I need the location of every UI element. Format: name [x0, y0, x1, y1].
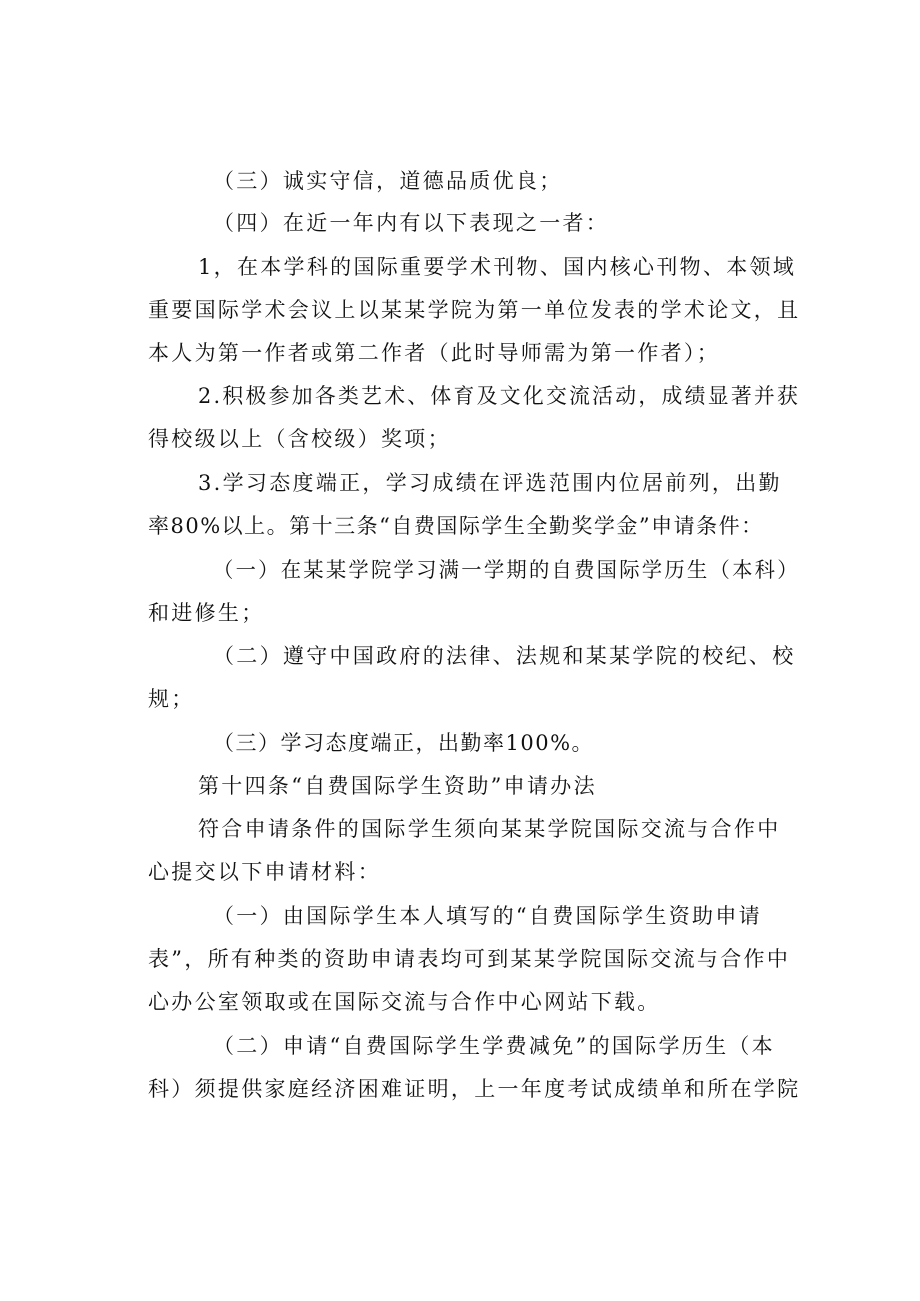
text-line: （一）由国际学生本人填写的“自费国际学生资助申请 [213, 904, 762, 928]
text-line: 率80%以上。第十三条“自费国际学生全勤奖学金”申请条件： [148, 514, 764, 538]
text-line: 心办公室领取或在国际交流与合作中心网站下载。 [148, 990, 661, 1014]
text-line: （三）诚实守信，道德品质优良； [213, 169, 563, 193]
text-line: 科）须提供家庭经济困难证明，上一年度考试成绩单和所在学院 [148, 1077, 801, 1101]
text-line: （三）学习态度端正，出勤率100%。 [213, 731, 595, 755]
text-line: 表”，所有种类的资助申请表均可到某某学院国际交流与合作中 [148, 947, 791, 971]
text-line: （四）在近一年内有以下表现之一者： [213, 211, 610, 235]
text-line: 重要国际学术会议上以某某学院为第一单位发表的学术论文，且 [148, 298, 801, 322]
text-line: 第十四条“自费国际学生资助”申请办法 [198, 774, 597, 798]
text-line: （二）遵守中国政府的法律、法规和某某学院的校纪、校 [213, 644, 796, 668]
text-line: 规； [148, 687, 195, 711]
text-line: （二）申请“自费国际学生学费减免”的国际学历生（本 [213, 1034, 775, 1058]
text-line: 得校级以上（含校级）奖项； [148, 427, 451, 451]
text-line: 符合申请条件的国际学生须向某某学院国际交流与合作中 [198, 817, 781, 841]
text-line: 和进修生； [148, 601, 265, 625]
text-line: 2.积极参加各类艺术、体育及文化交流活动，成绩显著并获 [198, 384, 801, 408]
text-line: 本人为第一作者或第二作者（此时导师需为第一作者）； [148, 341, 720, 365]
text-line: 1，在本学科的国际重要学术刊物、国内核心刊物、本领域 [198, 255, 797, 279]
text-line: 心提交以下申请材料： [148, 860, 381, 884]
text-line: （一）在某某学院学习满一学期的自费国际学历生（本科） [213, 558, 800, 582]
text-line: 3.学习态度端正，学习成绩在评选范围内位居前列，出勤 [198, 471, 782, 495]
